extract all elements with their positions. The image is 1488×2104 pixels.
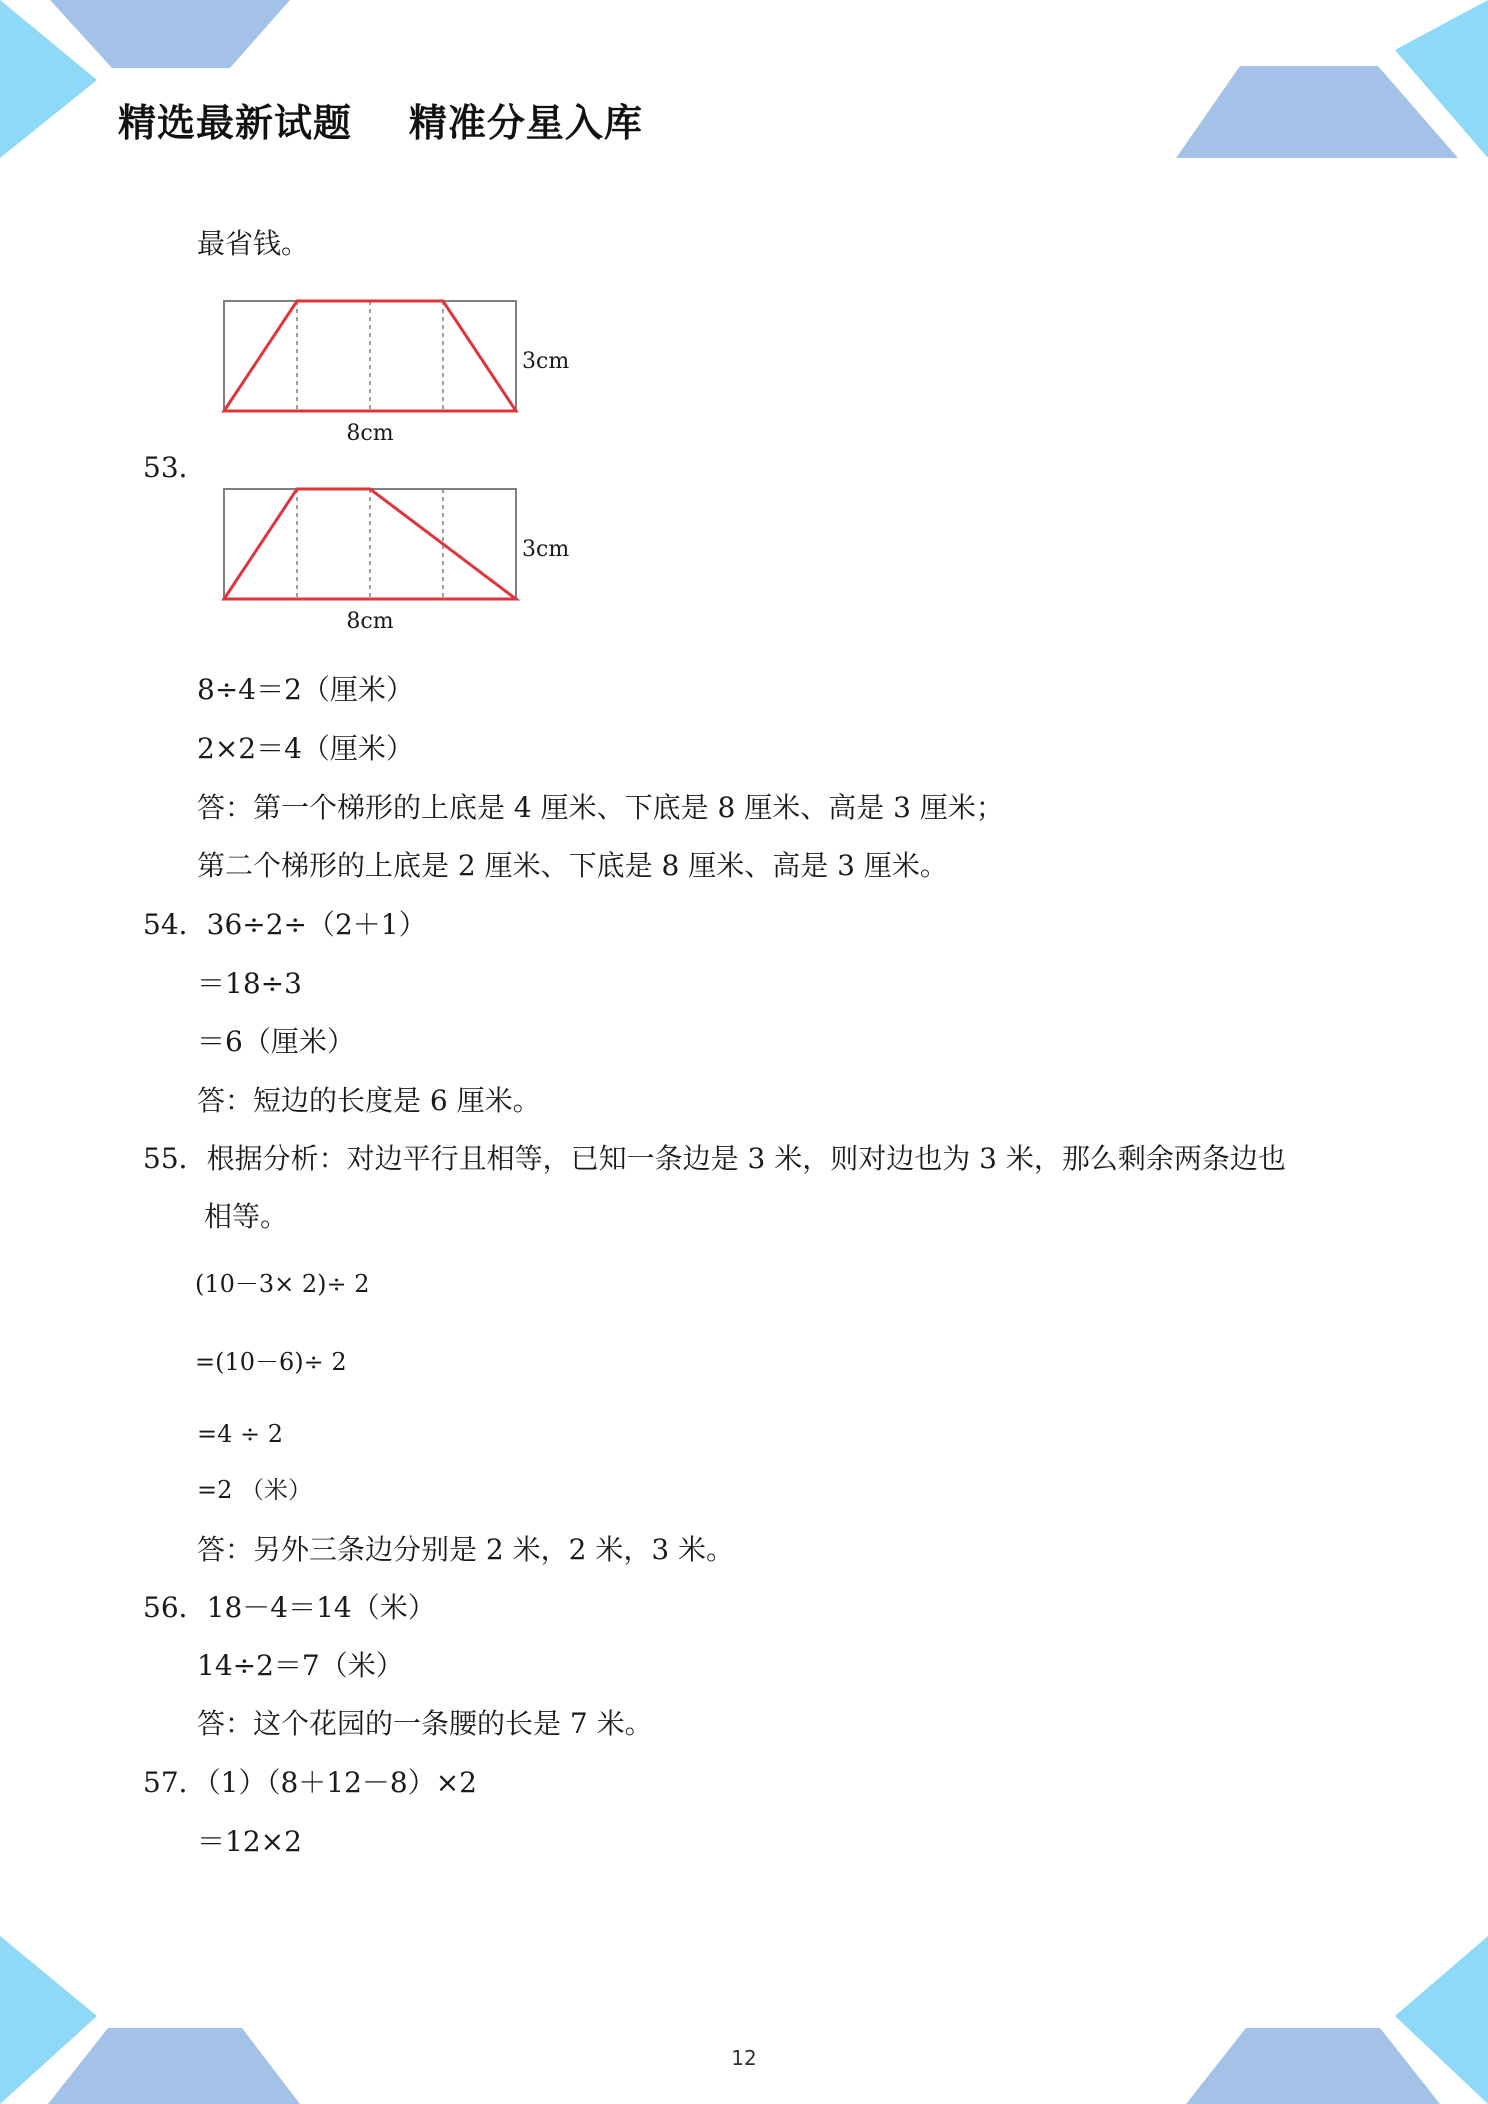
top-right-trapezoid — [1176, 66, 1458, 158]
q55-math-3: =4 ÷ 2 — [197, 1420, 284, 1448]
trapezoid-figure-1 — [210, 292, 590, 448]
width-label: 8cm — [346, 609, 394, 634]
q55-analysis-2: 相等。 — [204, 1200, 289, 1233]
q53-answer-1: 答：第一个梯形的上底是 4 厘米、下底是 8 厘米、高是 3 厘米； — [197, 791, 1004, 824]
question-53-number: 53． — [143, 451, 207, 484]
bottom-right-triangle — [1395, 1936, 1488, 2104]
q53-line-1: 8÷4＝2（厘米） — [197, 673, 414, 706]
height-label: 3cm — [522, 349, 570, 374]
q56-line-1: 56．18－4＝14（米） — [143, 1591, 436, 1624]
q57-line-1: 57．（1）（8＋12－8）×2 — [143, 1766, 477, 1799]
page-number: 12 — [731, 2046, 757, 2070]
q56-line-2: 14÷2＝7（米） — [197, 1649, 404, 1682]
height-label: 3cm — [522, 537, 570, 562]
q55-analysis-1: 55．根据分析：对边平行且相等，已知一条边是 3 米，则对边也为 3 米，那么剩余两条边也 — [143, 1142, 1286, 1175]
q54-answer: 答：短边的长度是 6 厘米。 — [197, 1084, 541, 1117]
q53-answer-2: 第二个梯形的上底是 2 厘米、下底是 8 厘米、高是 3 厘米。 — [197, 849, 948, 882]
q56-answer: 答：这个花园的一条腰的长是 7 米。 — [197, 1707, 653, 1740]
top-right-triangle — [1395, 0, 1488, 158]
q54-line-3: ＝6（厘米） — [197, 1025, 355, 1058]
q57-line-2: ＝12×2 — [197, 1825, 302, 1858]
q55-math-2: =(10－6)÷ 2 — [195, 1348, 347, 1376]
q53-line-2: 2×2＝4（厘米） — [197, 732, 414, 765]
top-left-trapezoid — [50, 0, 290, 68]
trapezoid-figure-2 — [210, 480, 590, 636]
q54-line-2: ＝18÷3 — [197, 967, 302, 1000]
width-label: 8cm — [346, 421, 394, 446]
header-title: 精选最新试题 精准分星入库 — [118, 101, 643, 145]
q55-answer: 答：另外三条边分别是 2 米，2 米，3 米。 — [197, 1533, 735, 1566]
q54-line-1: 54．36÷2÷（2＋1） — [143, 908, 427, 941]
q55-math-4: =2 （米） — [197, 1476, 313, 1504]
bottom-left-triangle — [0, 1936, 97, 2104]
q55-math-1: (10－3× 2)÷ 2 — [195, 1270, 370, 1298]
top-left-triangle — [0, 0, 97, 158]
save-money-line: 最省钱。 — [197, 227, 310, 260]
